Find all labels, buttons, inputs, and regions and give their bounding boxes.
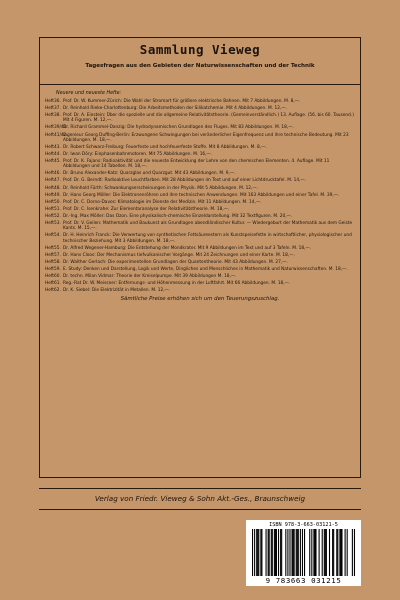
entry-number: Heft39/40. <box>45 125 68 131</box>
barcode-bar <box>258 529 259 576</box>
list-item <box>45 288 355 293</box>
barcode-bar <box>295 529 296 576</box>
entry-number: Heft55. <box>45 245 61 251</box>
list-heading: Neuere und neueste Hefte: <box>56 91 122 96</box>
barcode-bar <box>289 529 290 576</box>
barcode-bar <box>353 529 354 576</box>
barcode-bar <box>275 529 276 576</box>
list-item <box>45 260 355 265</box>
entry-text: Ingenieur Georg Duffing-Berlin: Erzwungene Schwingungen bei veränderlicher Eigenfrequenz und ihre technische Bedeutung. Mit 23 Abbildungen. M. 18,—. <box>63 132 349 143</box>
entry-text: Prof. Dr. C. Isenkrahe: Zur Elementaranalyse der Relativitätstheorie. M. 18,—. <box>63 206 230 212</box>
entry-number: Heft52. <box>45 213 61 219</box>
entry-number: Heft44. <box>45 151 61 157</box>
barcode-bar <box>285 529 286 576</box>
barcode-bar <box>309 529 310 576</box>
list-item <box>45 171 355 176</box>
barcode-bar <box>293 529 294 576</box>
entry-number: Heft61. <box>45 281 61 287</box>
barcode-bar <box>252 529 253 576</box>
list-item <box>45 246 355 251</box>
list-item <box>45 99 355 104</box>
entry-text: Dr. Alfred Wegener-Hamburg: Die Entstehung der Mondkrater. Mit 9 Abbildungen im Text und auf 3 Tafeln. M. 18,—. <box>63 245 312 251</box>
barcode-bar <box>296 529 297 576</box>
barcode-bar <box>351 529 352 576</box>
entry-list <box>40 99 360 293</box>
barcode-bar <box>311 529 312 576</box>
barcode-bar <box>267 529 268 576</box>
entry-text: Dr.-Ing. Max Möller: Das Ozon. Eine physikalisch-chemische Einzeldarstellung. Mit 32 Textfiguren. M. 20,—. <box>63 213 293 219</box>
barcode-bar <box>341 529 342 576</box>
entry-number: Heft58. <box>45 259 61 265</box>
barcode-bar <box>304 529 305 576</box>
barcode-bar <box>273 529 274 576</box>
list-item <box>45 267 355 272</box>
entry-number: Heft54. <box>45 233 61 239</box>
barcode-bar <box>274 529 275 576</box>
entry-text: Dr. Walther Gerlach: Die experimentellen Grundlagen der Quantentheorie. Mit 43 Abbildungen. M. 27,—. <box>63 259 288 265</box>
barcode-bar <box>281 529 282 576</box>
list-item <box>45 125 355 130</box>
list-item <box>45 133 355 143</box>
entry-text: E. Study: Denken und Darstellung, Logik und Werte, Dingliches und Menschliches in Mathematik und Naturwissenschaften. M. 18,—. <box>63 266 348 272</box>
entry-text: Prof. Dr. C. Dorno-Davos: Klimatologie im Dienste der Medizin. Mit 11 Abbildungen. M. 14,—. <box>63 199 262 205</box>
barcode-bar <box>268 529 269 576</box>
entry-number: Heft38. <box>45 113 61 119</box>
entry-text: Dr. Hans Georg Möller: Die Elektronenröhren und ihre technischen Anwendungen. Mit 163 Abbildungen und einer Tafel. M. 39,—. <box>63 192 340 198</box>
barcode-bar <box>337 529 338 576</box>
list-item <box>45 233 355 243</box>
barcode-bar <box>271 529 272 576</box>
entry-text: Prof. Dr. G. Berndt: Radioaktive Leuchtfarben. Mit 28 Abbildungen im Text und auf einer Lichtdrucktafel. M. 14,—. <box>63 178 307 184</box>
list-item <box>45 274 355 279</box>
isbn-label: ISBN 978-3-663-03121-5 <box>269 522 338 528</box>
list-item <box>45 200 355 205</box>
barcode-bar <box>321 529 322 576</box>
entry-text: Prof. Dr. K. Fajans: Radioaktivität und die neueste Entwicklung der Lehre von den chemischen Elementen. 4. Auflage. Mit 11 Abbildungen und 14 Tabellen. M. 18,—. <box>63 159 330 170</box>
barcode-bar <box>333 529 334 576</box>
list-item <box>45 159 355 169</box>
list-item <box>45 186 355 191</box>
entry-text: Dr. H. Heinrich Franck: Die Verwertung von synthetischen Fettsäureestern als Kunstspeisefette in wirtschaftlicher, physiologischer und technischer Beziehung. Mit 3 Abbildungen. M. 18,—. <box>63 233 352 244</box>
entry-text: Dr. K. Siebel: Die Elektrizität in Metallen. M. 12,—. <box>63 288 171 294</box>
barcode-bar <box>325 529 326 576</box>
entry-number: Heft50. <box>45 199 61 205</box>
barcode-bar <box>278 529 279 576</box>
list-item <box>45 106 355 111</box>
list-item <box>45 214 355 219</box>
barcode-bar <box>318 529 319 576</box>
price-footnote: Sämtliche Preise erhöhen sich um den Teuerungszuschlag. <box>120 296 280 303</box>
barcode-bar <box>344 529 345 576</box>
barcode-bar <box>261 529 262 576</box>
entry-number: Heft62. <box>45 288 61 294</box>
barcode-bar <box>301 529 302 576</box>
entry-text: Prof. Dr. W. Kummer-Zürich: Die Wahl der Stromart für größere elektrische Bahnen. Mit 7 Abbildungen. M. 8,—. <box>63 99 301 104</box>
barcode-bar <box>270 529 271 576</box>
series-header <box>40 38 360 85</box>
list-item <box>45 178 355 183</box>
entry-text: Dr. techn. Milan Vidmar: Theorie der Kreiselpumpe. Mit 39 Abbildungen M. 18,—. <box>63 273 237 279</box>
entry-text: Prof. Dr. A. Einstein: Über die spezielle und die allgemeine Relativitätstheorie. (Gemeinverständlich.) 13. Auflage. (56. bis 60. Tausend.) Mit 4 Figuren. M. 12,—. <box>63 113 354 124</box>
publisher-line: Verlag von Friedr. Vieweg & Sohn Akt.-Ges., Braunschweig <box>39 488 361 510</box>
entry-number: Heft36. <box>45 99 61 104</box>
barcode-bar <box>280 529 281 576</box>
barcode-bar <box>314 529 315 576</box>
list-item <box>45 281 355 286</box>
entry-number: Heft43. <box>45 144 61 150</box>
entry-text: Dr. Robert Schwarz-Freiburg: Feuerfeste und hochfeuerfeste Stoffe. Mit 8 Abbildungen. M. 8,—. <box>63 144 267 150</box>
entry-number: Heft60. <box>45 273 61 279</box>
entry-number: Heft51. <box>45 206 61 212</box>
entry-text: Prof. Dr. V. Geilen: Mathematik und Baukunst als Grundlagen abendländischer Kultur. — Wiedergeburt der Mathematik aus dem Geiste Kants. M. 15,—. <box>63 221 353 232</box>
entry-text: Reg.-Rat Dr. W. Meissner: Entfernungs- und Höhenmessung in der Luftfahrt. Mit 66 Abbildungen. M. 18,—. <box>63 281 291 287</box>
barcode-bar <box>340 529 341 576</box>
barcode-bar <box>260 529 261 576</box>
entry-number: Heft53. <box>45 221 61 227</box>
entry-number: Heft46. <box>45 171 61 177</box>
barcode-bar <box>324 529 325 576</box>
barcode-bars <box>252 529 356 576</box>
list-item <box>45 113 355 123</box>
barcode-bar <box>346 529 347 576</box>
barcode-bar <box>339 529 340 576</box>
entry-number: Heft47. <box>45 178 61 184</box>
entry-number: Heft41/42. <box>45 132 68 138</box>
barcode-bar <box>315 529 316 576</box>
list-item <box>45 193 355 198</box>
barcode-bar <box>287 529 288 576</box>
barcode-bar <box>291 529 292 576</box>
entry-number: Heft57. <box>45 252 61 258</box>
barcode-bar <box>323 529 324 576</box>
entry-text: Dr. Bruno Alexander-Katz: Quarzglas und Quarzgut. Mit 43 Abbildungen. M. 9,—. <box>63 171 236 177</box>
list-item <box>45 145 355 150</box>
series-subtitle: Tagesfragen aus den Gebieten der Naturwissenschaften und der Technik <box>85 63 315 69</box>
barcode-bar <box>297 529 298 576</box>
barcode-bar <box>336 529 337 576</box>
barcode-bar <box>313 529 314 576</box>
list-item <box>45 221 355 231</box>
barcode-bar <box>292 529 293 576</box>
barcode-bar <box>299 529 300 576</box>
entry-text: Dr. Reinhold Rieke-Charlottenburg: Die Arbeitsmethoden der Silikatchemie. Mit 4 Abbildungen. M. 12,—. <box>63 106 287 112</box>
entry-number: Heft45. <box>45 159 61 165</box>
entry-text: Dr. Hans Cloos: Der Mechanismus tiefvulkanischer Vorgänge. Mit 24 Zeichnungen und einer Karte. M. 18,—. <box>63 252 295 258</box>
list-item <box>45 253 355 258</box>
entry-number: Heft49. <box>45 192 61 198</box>
barcode-bar <box>328 529 329 576</box>
entry-text: Dr. Iwan Döry: Einphasenbahnmotoren. Mit 75 Abbildungen. M. 16,—. <box>63 151 213 157</box>
entry-number: Heft37. <box>45 106 61 112</box>
barcode-bar <box>265 529 266 576</box>
entry-number: Heft59. <box>45 266 61 272</box>
barcode-digits: 9 783663 031215 <box>265 576 342 585</box>
entry-text: Dr. Richard Grammel-Danzig: Die hydrodynamischen Grundlagen des Fluges. Mit 83 Abbildungen. M. 18,—. <box>63 125 294 131</box>
barcode-bar <box>254 529 255 576</box>
list-item <box>45 207 355 212</box>
barcode-bar <box>256 529 257 576</box>
contents-frame <box>39 37 361 478</box>
barcode-block <box>246 520 361 586</box>
entry-text: Dr. Reinhold Fürth: Schwankungserscheinungen in der Physik. Mit 5 Abbildungen. M. 12,—. <box>63 185 259 191</box>
entry-number: Heft48. <box>45 185 61 191</box>
list-item <box>45 152 355 157</box>
series-title: Sammlung Vieweg <box>139 42 261 57</box>
barcode-bar <box>257 529 258 576</box>
barcode-bar <box>332 529 333 576</box>
